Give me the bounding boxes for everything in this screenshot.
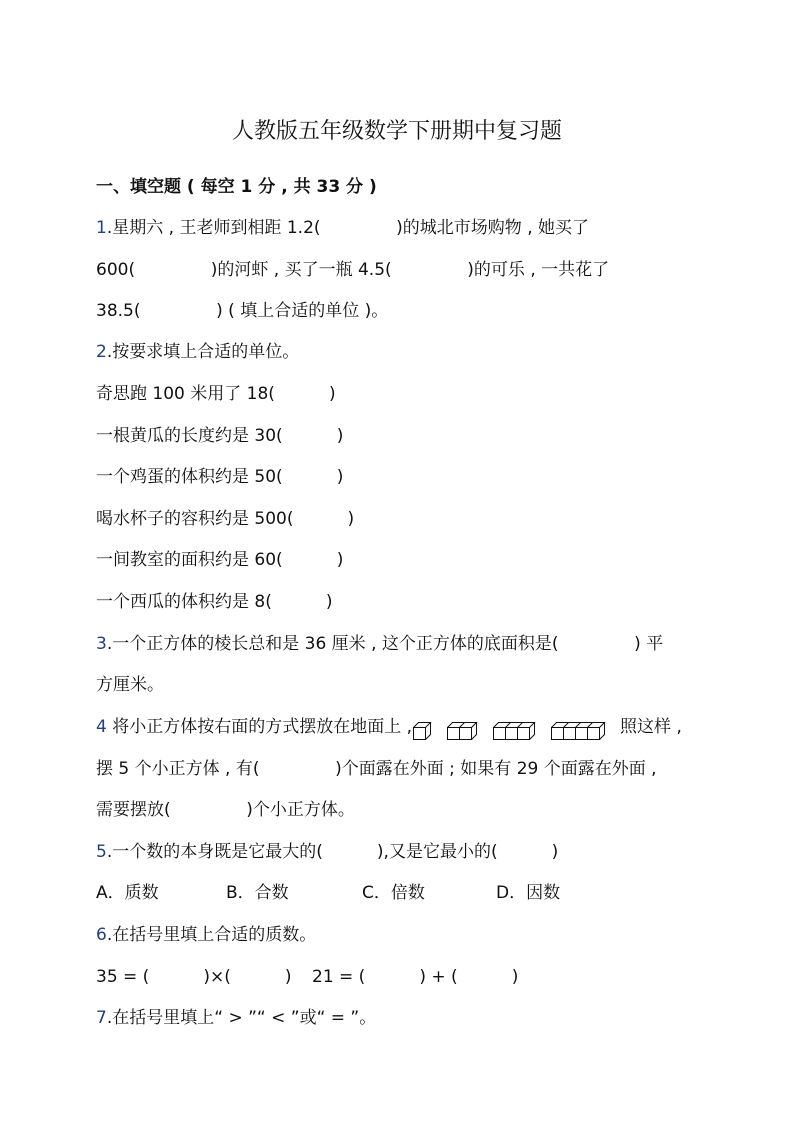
cube-arrangement-figure bbox=[412, 720, 620, 742]
question-6-intro bbox=[96, 924, 316, 946]
question-text: .一个正方体的棱长总和是 36 厘米 , 这个正方体的底面积是( ) 平 bbox=[106, 634, 664, 654]
question-1-line-2: 600( )的河虾 , 买了一瓶 4.5( )的可乐 , 一共花了 bbox=[96, 260, 610, 280]
question-2-item: 一间教室的面积约是 60( ) bbox=[96, 550, 344, 570]
question-3-line-1 bbox=[96, 633, 663, 655]
question-text: .在括号里填上“ > ”“ < ”或“ = ”。 bbox=[106, 1008, 377, 1028]
question-number: 6 bbox=[96, 925, 107, 945]
question-number: 2 bbox=[96, 342, 107, 362]
question-text: .一个数的本身既是它最大的( ),又是它最小的( ) bbox=[106, 842, 559, 862]
question-text: .在括号里填上合适的质数。 bbox=[106, 925, 317, 945]
question-5-line-1 bbox=[96, 841, 558, 863]
question-number: 7 bbox=[96, 1008, 107, 1028]
question-2-item: 一根黄瓜的长度约是 30( ) bbox=[96, 426, 344, 446]
question-1-line-3: 38.5( ) ( 填上合适的单位 )。 bbox=[96, 301, 389, 321]
question-4-line-1 bbox=[96, 716, 682, 742]
question-text: .按要求填上合适的单位。 bbox=[106, 342, 300, 362]
question-4-line-2: 摆 5 个小正方体 , 有( )个面露在外面 ; 如果有 29 个面露在外面 , bbox=[96, 759, 657, 779]
question-3-line-2: 方厘米。 bbox=[96, 675, 164, 695]
question-number: 5 bbox=[96, 842, 107, 862]
question-2-item: 一个鸡蛋的体积约是 50( ) bbox=[96, 467, 344, 487]
question-number: 3 bbox=[96, 634, 107, 654]
option-a: A．质数 bbox=[96, 883, 159, 903]
cube-row-2-icon bbox=[446, 721, 478, 741]
equation-2: 21 = ( ) + ( ) bbox=[312, 967, 519, 987]
question-7-intro bbox=[96, 1007, 376, 1029]
question-text: .星期六 , 王老师到相距 1.2( )的城北市场购物 , 她买了 bbox=[106, 218, 590, 238]
question-1-line-1 bbox=[96, 217, 589, 239]
section-heading: 一、填空题 ( 每空 1 分 , 共 33 分 ) bbox=[96, 177, 377, 197]
question-2-item: 奇思跑 100 米用了 18( ) bbox=[96, 384, 336, 404]
page-title: 人教版五年级数学下册期中复习题 bbox=[231, 119, 562, 144]
question-text: 将小正方体按右面的方式摆放在地面上 , bbox=[106, 717, 413, 737]
question-number: 4 bbox=[96, 717, 107, 737]
cube-row-4-icon bbox=[550, 721, 606, 741]
option-b: B．合数 bbox=[226, 883, 289, 903]
equation-1: 35 = ( )×( ) bbox=[96, 967, 292, 987]
question-2-item: 喝水杯子的容积约是 500( ) bbox=[96, 509, 355, 529]
option-d: D．因数 bbox=[496, 883, 561, 903]
cube-row-1-icon bbox=[412, 721, 432, 741]
option-c: C．倍数 bbox=[362, 883, 425, 903]
question-number: 1 bbox=[96, 218, 107, 238]
question-2-intro bbox=[96, 341, 299, 363]
question-4-line-3: 需要摆放( )个小正方体。 bbox=[96, 800, 355, 820]
question-text: 照这样 , bbox=[620, 717, 682, 737]
question-2-item: 一个西瓜的体积约是 8( ) bbox=[96, 592, 333, 612]
cube-row-3-icon bbox=[492, 721, 536, 741]
